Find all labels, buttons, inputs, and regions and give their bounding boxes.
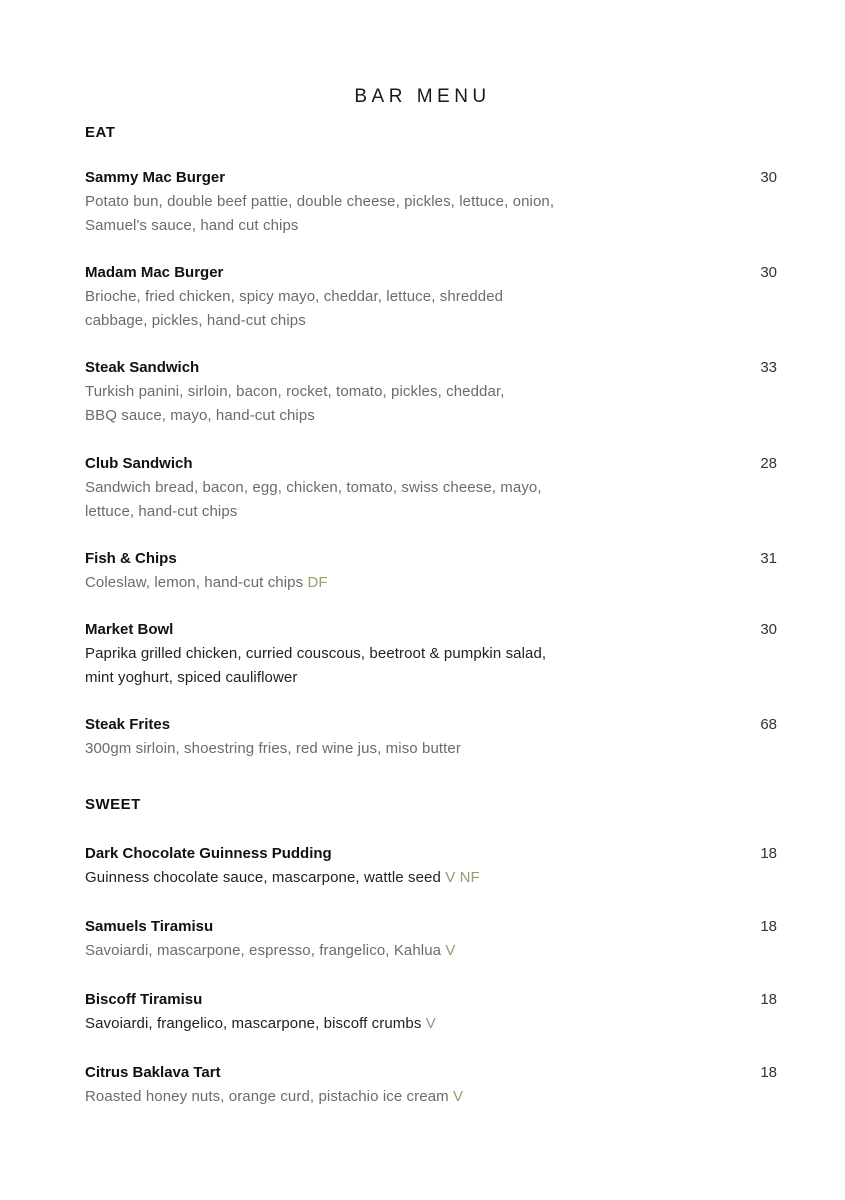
item-description-line: Roasted honey nuts, orange curd, pistachio ice cream — [85, 1088, 449, 1105]
item-description-line: Coleslaw, lemon, hand-cut chips — [85, 574, 304, 591]
dietary-tag: V NF — [445, 869, 480, 886]
item-name: Citrus Baklava Tart — [85, 1064, 221, 1081]
item-description-line: Potato bun, double beef pattie, double cheese, pickles, lettuce, onion, — [85, 193, 555, 210]
item-price: 30 — [760, 621, 777, 638]
menu-item — [85, 713, 777, 761]
item-price: 68 — [760, 716, 777, 733]
item-description — [85, 642, 675, 690]
item-description — [85, 285, 675, 333]
item-description — [85, 380, 675, 428]
item-price: 18 — [760, 1064, 777, 1081]
item-name: Biscoff Tiramisu — [85, 991, 203, 1008]
item-description-line: Sandwich bread, bacon, egg, chicken, tomato, swiss cheese, mayo, — [85, 479, 542, 496]
item-price: 30 — [760, 169, 777, 186]
item-name: Fish & Chips — [85, 550, 177, 567]
menu-item — [85, 547, 777, 595]
menu-title: BAR MENU — [354, 86, 491, 107]
item-description-line: 300gm sirloin, shoestring fries, red wine jus, miso butter — [85, 740, 461, 757]
item-price: 18 — [760, 991, 777, 1008]
menu-item — [85, 915, 777, 963]
item-description — [85, 939, 675, 963]
item-name: Steak Sandwich — [85, 359, 200, 376]
item-description-line: Samuel's sauce, hand cut chips — [85, 217, 299, 234]
item-description-line: BBQ sauce, mayo, hand-cut chips — [85, 407, 315, 424]
item-name: Market Bowl — [85, 621, 174, 638]
item-name: Samuels Tiramisu — [85, 918, 214, 935]
item-name: Madam Mac Burger — [85, 264, 224, 281]
menu-item — [85, 261, 777, 333]
item-description — [85, 866, 675, 890]
menu-item — [85, 1061, 777, 1109]
item-price: 31 — [760, 550, 777, 567]
item-description — [85, 737, 675, 761]
menu-item — [85, 842, 777, 890]
item-price: 18 — [760, 845, 777, 862]
menu-item — [85, 166, 777, 238]
item-description-line: Savoiardi, frangelico, mascarpone, biscoff crumbs — [85, 1015, 422, 1032]
section-heading-sweet: SWEET — [85, 796, 141, 813]
menu-item — [85, 618, 777, 690]
item-description — [85, 476, 675, 524]
item-price: 33 — [760, 359, 777, 376]
item-description-line: Paprika grilled chicken, curried couscous, beetroot & pumpkin salad, — [85, 645, 547, 662]
item-description-line: cabbage, pickles, hand-cut chips — [85, 312, 306, 329]
item-description-line: Guinness chocolate sauce, mascarpone, wattle seed — [85, 869, 441, 886]
item-description-line: Turkish panini, sirloin, bacon, rocket, tomato, pickles, cheddar, — [85, 383, 505, 400]
item-description-line: Savoiardi, mascarpone, espresso, frangelico, Kahlua — [85, 942, 442, 959]
item-name: Club Sandwich — [85, 455, 193, 472]
menu-item — [85, 356, 777, 428]
item-price: 30 — [760, 264, 777, 281]
section-heading-eat: EAT — [85, 124, 116, 141]
item-description — [85, 571, 675, 595]
item-description-line: lettuce, hand-cut chips — [85, 503, 238, 520]
item-description — [85, 1085, 675, 1109]
dietary-tag: DF — [307, 574, 328, 591]
item-price: 18 — [760, 918, 777, 935]
menu-item — [85, 452, 777, 524]
item-description — [85, 190, 675, 238]
item-name: Steak Frites — [85, 716, 171, 733]
menu-item — [85, 988, 777, 1036]
dietary-tag: V — [425, 1015, 436, 1032]
item-description — [85, 1012, 675, 1036]
item-price: 28 — [760, 455, 777, 472]
item-name: Dark Chocolate Guinness Pudding — [85, 845, 332, 862]
item-description-line: mint yoghurt, spiced cauliflower — [85, 669, 298, 686]
dietary-tag: V — [445, 942, 456, 959]
dietary-tag: V — [453, 1088, 464, 1105]
item-description-line: Brioche, fried chicken, spicy mayo, cheddar, lettuce, shredded — [85, 288, 504, 305]
item-name: Sammy Mac Burger — [85, 169, 226, 186]
